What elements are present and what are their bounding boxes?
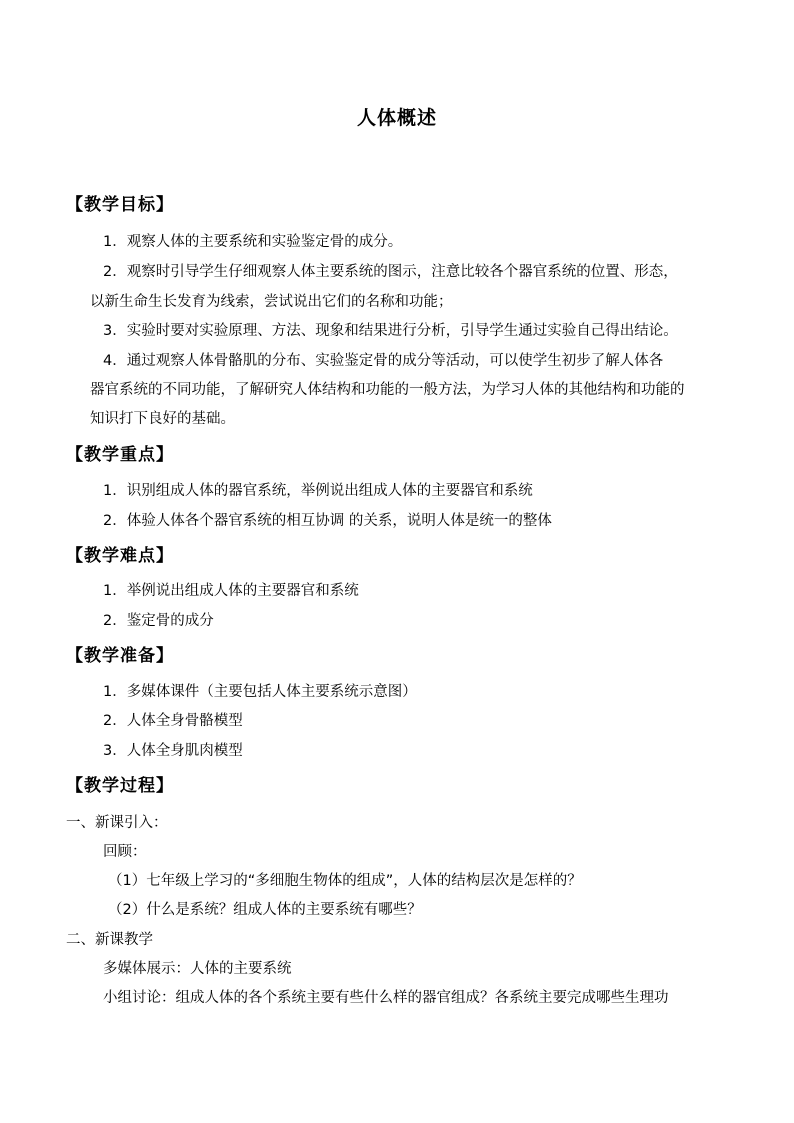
difficulties-line: 2．鉴定骨的成分 [103, 613, 214, 629]
preparation-heading: 【教学准备】 [66, 646, 174, 666]
preparation-line: 3．人体全身肌肉模型 [103, 743, 243, 759]
discussion-line: 小组讨论：组成人体的各个系统主要有些什么样的器官组成？各系统主要完成哪些生理功 [103, 990, 669, 1006]
key-points-line: 2．体验人体各个器官系统的相互协调 的关系，说明人体是统一的整体 [103, 513, 552, 529]
goals-line: 3．实验时要对实验原理、方法、现象和结果进行分析，引导学生通过实验自己得出结论。 [103, 323, 678, 339]
preparation-line: 2．人体全身骨骼模型 [103, 713, 243, 729]
goals-line: 知识打下良好的基础。 [90, 411, 235, 427]
difficulties-heading: 【教学难点】 [66, 546, 174, 566]
review-label: 回顾： [103, 844, 147, 860]
process-heading: 【教学过程】 [66, 776, 174, 796]
goals-line: 1．观察人体的主要系统和实验鉴定骨的成分。 [103, 234, 403, 250]
goals-line: 4．通过观察人体骨骼肌的分布、实验鉴定骨的成分等活动，可以使学生初步了解人体各 [103, 353, 664, 369]
goals-heading: 【教学目标】 [66, 195, 174, 215]
key-points-heading: 【教学重点】 [66, 445, 174, 465]
media-line: 多媒体展示：人体的主要系统 [103, 961, 292, 977]
review-question: （2）什么是系统？组成人体的主要系统有哪些？ [108, 902, 422, 918]
page-title: 人体概述 [356, 107, 437, 129]
goals-line: 器官系统的不同功能，了解研究人体结构和功能的一般方法，为学习人体的其他结构和功能的 [90, 382, 685, 398]
goals-line: 2．观察时引导学生仔细观察人体主要系统的图示，注意比较各个器官系统的位置、形态， [103, 264, 678, 280]
preparation-line: 1．多媒体课件（主要包括人体主要系统示意图） [103, 684, 417, 700]
section-heading: 二、新课教学 [66, 932, 153, 948]
goals-line: 以新生命生长发育为线索，尝试说出它们的名称和功能； [90, 294, 453, 310]
difficulties-line: 1．举例说出组成人体的主要器官和系统 [103, 583, 359, 599]
key-points-line: 1．识别组成人体的器官系统，举例说出组成人体的主要器官和系统 [103, 483, 533, 499]
section-heading: 一、新课引入： [66, 815, 168, 831]
review-question: （1）七年级上学习的“多细胞生物体的组成”，人体的结构层次是怎样的？ [108, 873, 582, 889]
